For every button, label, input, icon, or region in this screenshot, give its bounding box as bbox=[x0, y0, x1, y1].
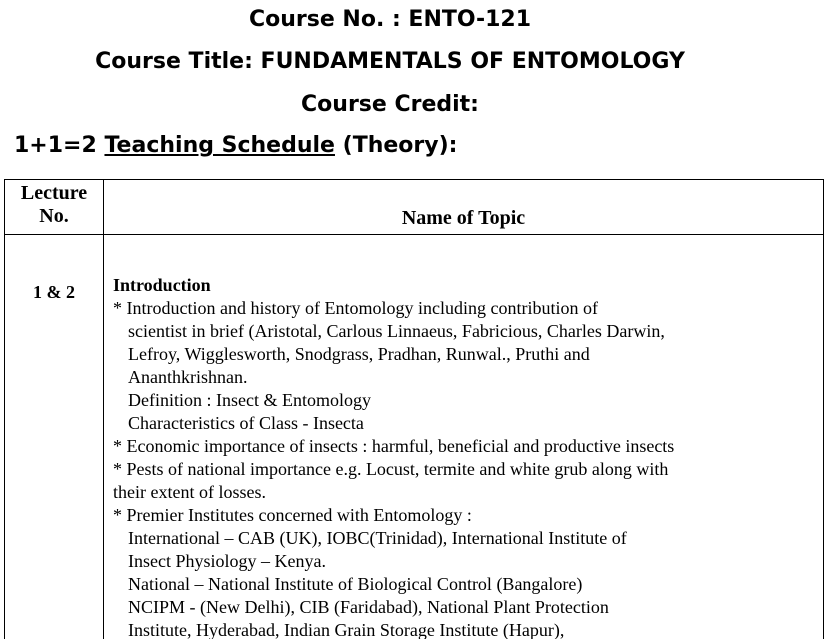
credit-value: 1+1=2 bbox=[14, 133, 97, 158]
topic-cell bbox=[113, 274, 819, 639]
lecture-header-line1: Lecture bbox=[20, 182, 88, 204]
lecture-no-header bbox=[5, 182, 103, 228]
topic-line: Characteristics of Class - Insecta bbox=[128, 413, 364, 433]
course-title: Course Title: FUNDAMENTALS OF ENTOMOLOGY bbox=[95, 49, 685, 74]
topic-line: scientist in brief (Aristotal, Carlous Linnaeus, Fabricious, Charles Darwin, bbox=[128, 321, 665, 341]
header-row-divider bbox=[5, 234, 823, 235]
schedule-heading bbox=[14, 133, 457, 159]
course-number: Course No. : ENTO-121 bbox=[248, 7, 532, 32]
topic-line: Definition : Insect & Entomology bbox=[128, 390, 371, 410]
topic-line: Ananthkrishnan. bbox=[128, 367, 248, 387]
lecture-number-cell: 1 & 2 bbox=[33, 282, 75, 302]
schedule-suffix: (Theory): bbox=[342, 133, 458, 158]
topic-line: National – National Institute of Biological Control (Bangalore) bbox=[128, 574, 583, 594]
schedule-label: Teaching Schedule bbox=[104, 133, 335, 158]
teaching-schedule-table bbox=[4, 179, 824, 639]
topic-line: * Introduction and history of Entomology including contribution of bbox=[113, 298, 598, 318]
topic-line: * Economic importance of insects : harmful, beneficial and productive insects bbox=[113, 436, 675, 456]
topic-line: Lefroy, Wigglesworth, Snodgrass, Pradhan, Runwal., Pruthi and bbox=[128, 344, 590, 364]
topic-heading: Introduction bbox=[113, 275, 211, 295]
topic-line: * Pests of national importance e.g. Locust, termite and white grub along with bbox=[113, 459, 669, 479]
topic-line: International – CAB (UK), IOBC(Trinidad), International Institute of bbox=[128, 528, 627, 548]
lecture-header-line2: No. bbox=[39, 205, 69, 227]
topic-line: NCIPM - (New Delhi), CIB (Faridabad), National Plant Protection bbox=[128, 597, 609, 617]
course-credit: Course Credit: bbox=[301, 92, 479, 117]
topic-name-header: Name of Topic bbox=[401, 207, 526, 229]
topic-line: * Premier Institutes concerned with Entomology : bbox=[113, 505, 472, 525]
column-divider bbox=[103, 180, 104, 639]
topic-line: their extent of losses. bbox=[113, 482, 266, 502]
topic-line: Insect Physiology – Kenya. bbox=[128, 551, 326, 571]
topic-line: Institute, Hyderabad, Indian Grain Storage Institute (Hapur), bbox=[128, 620, 565, 639]
